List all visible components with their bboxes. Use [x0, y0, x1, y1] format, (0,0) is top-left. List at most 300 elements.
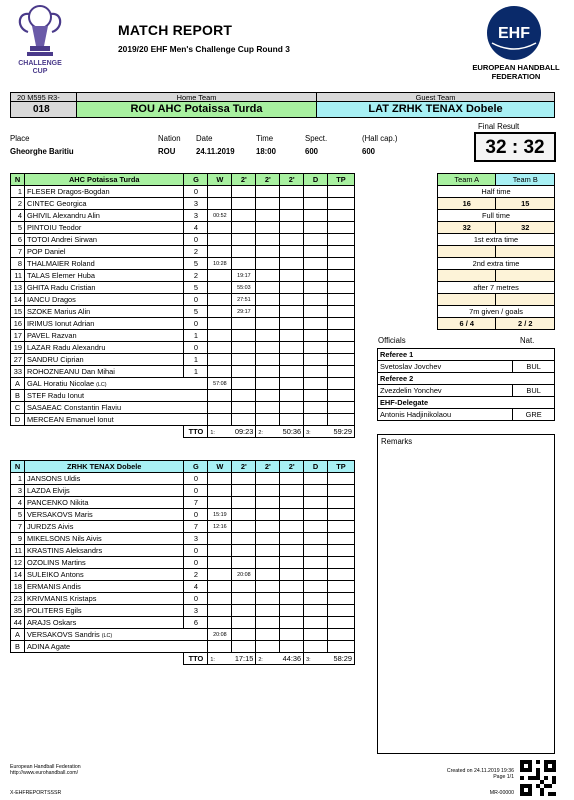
official-empty-cell: [280, 390, 304, 402]
tto-time: 50:36: [282, 427, 302, 436]
player-warning: [208, 581, 232, 593]
official-empty-cell: [280, 402, 304, 414]
player-row: [11, 509, 355, 521]
official-letter: A: [11, 378, 25, 390]
player-number: 4: [11, 497, 25, 509]
ehf-badge-icon: [478, 3, 550, 63]
home-team-name: ROU AHC Potaissa Turda: [77, 102, 317, 118]
official-name: SASAEAC Constantin Flaviu: [26, 403, 122, 412]
player-suspension-2: [256, 306, 280, 318]
player-name: SZOKE Marius Alin: [24, 306, 183, 318]
player-warning: [208, 545, 232, 557]
player-suspension-1: [232, 198, 256, 210]
final-result-label: Final Result: [478, 122, 520, 131]
player-warning: [208, 294, 232, 306]
full-time-label: Full time: [438, 210, 555, 222]
player-disqualification: [304, 533, 328, 545]
player-warning: [208, 605, 232, 617]
tto-1: [208, 653, 256, 665]
referee2-nat: BUL: [513, 385, 555, 397]
official-name: MERCEAN Emanuel Ionut: [26, 415, 114, 424]
player-suspension-2: [256, 485, 280, 497]
footer-left: [10, 764, 81, 777]
col-2min-3: 2': [280, 174, 304, 186]
tto-time: 17:15: [234, 654, 254, 663]
player-tp: [328, 246, 355, 258]
player-suspension-1: [232, 557, 256, 569]
svg-text:EHF: EHF: [498, 25, 530, 42]
player-warning: [208, 557, 232, 569]
player-warning: [208, 485, 232, 497]
player-suspension-1: [232, 366, 256, 378]
player-suspension-1: [232, 186, 256, 198]
official-empty-cell: [256, 378, 280, 390]
player-disqualification: [304, 246, 328, 258]
player-goals: 1: [184, 366, 208, 378]
player-suspension-1: [232, 342, 256, 354]
player-number: 2: [11, 198, 25, 210]
player-name: POP Daniel: [24, 246, 183, 258]
tto-index: 3:: [306, 657, 311, 663]
player-warning: [208, 186, 232, 198]
player-suspension-2: [256, 509, 280, 521]
team-b-label: Team B: [496, 174, 555, 186]
player-row: [11, 557, 355, 569]
player-warning: 00:52: [208, 210, 232, 222]
team-official-row: [11, 641, 355, 653]
place-value: Gheorghe Baritiu: [10, 147, 74, 156]
ehf-logo-line1: EUROPEAN HANDBALL: [472, 63, 560, 72]
tto-index: 1:: [210, 430, 215, 436]
col-d: D: [304, 174, 328, 186]
referee1-name: Svetoslav Jovchev: [378, 361, 513, 373]
player-suspension-1: [232, 521, 256, 533]
official-tag: (LC): [96, 382, 107, 388]
player-number: 44: [11, 617, 25, 629]
official-warning: [208, 402, 232, 414]
player-disqualification: [304, 258, 328, 270]
player-warning: 15:19: [208, 509, 232, 521]
player-suspension-3: [280, 533, 304, 545]
player-tp: [328, 605, 355, 617]
official-empty-cell: [256, 414, 280, 426]
tto-index: 2:: [258, 430, 263, 436]
player-tp: [328, 342, 355, 354]
tto-time: 59:29: [333, 427, 352, 436]
player-goals: 1: [184, 354, 208, 366]
player-row: [11, 222, 355, 234]
player-name: KRASTINS Aleksandrs: [24, 545, 183, 557]
player-disqualification: [304, 366, 328, 378]
player-goals: 5: [184, 306, 208, 318]
player-name: SULEIKO Antons: [24, 569, 183, 581]
player-disqualification: [304, 485, 328, 497]
player-suspension-1: [232, 617, 256, 629]
player-goals: 4: [184, 581, 208, 593]
player-suspension-3: [280, 521, 304, 533]
score-panel: [437, 173, 555, 330]
remarks-box: [377, 434, 555, 754]
guest-table-header: [11, 461, 355, 473]
player-suspension-3: [280, 294, 304, 306]
sevenm-label: 7m given / goals: [438, 306, 555, 318]
footer-report-id: X-EHFREPORTSSSR: [10, 790, 62, 796]
player-disqualification: [304, 342, 328, 354]
footer-right: [420, 768, 514, 781]
player-suspension-3: [280, 198, 304, 210]
player-suspension-2: [256, 234, 280, 246]
player-goals: 7: [184, 521, 208, 533]
player-suspension-3: [280, 605, 304, 617]
nation-label: Nation: [158, 134, 181, 143]
player-tp: [328, 473, 355, 485]
player-suspension-2: [256, 342, 280, 354]
player-suspension-1: [232, 509, 256, 521]
player-suspension-1: [232, 545, 256, 557]
after7-a: [438, 294, 496, 306]
official-empty-cell: [280, 378, 304, 390]
tto-time: 09:23: [234, 427, 254, 436]
player-number: 27: [11, 354, 25, 366]
official-empty-cell: [232, 414, 256, 426]
player-row: [11, 593, 355, 605]
player-goals: 5: [184, 282, 208, 294]
date-label: Date: [196, 134, 213, 143]
team-a-label: Team A: [438, 174, 496, 186]
player-suspension-3: [280, 545, 304, 557]
player-goals: 0: [184, 473, 208, 485]
player-row: [11, 581, 355, 593]
player-suspension-3: [280, 222, 304, 234]
half-time-label: Half time: [438, 186, 555, 198]
trophy-icon: [10, 2, 70, 58]
player-row: [11, 366, 355, 378]
player-suspension-2: [256, 258, 280, 270]
player-warning: [208, 533, 232, 545]
player-suspension-3: [280, 318, 304, 330]
player-warning: 10:28: [208, 258, 232, 270]
referee1-nat: BUL: [513, 361, 555, 373]
player-number: 1: [11, 186, 25, 198]
official-empty-cell: [304, 641, 328, 653]
player-goals: 0: [184, 186, 208, 198]
player-goals: 0: [184, 509, 208, 521]
after7-b: [496, 294, 555, 306]
officials-label: Officials: [378, 336, 406, 345]
col-d: D: [304, 461, 328, 473]
player-number: 14: [11, 294, 25, 306]
col-2min-2: 2': [256, 174, 280, 186]
player-tp: [328, 354, 355, 366]
col-n: N: [11, 174, 25, 186]
extra2-b: [496, 270, 555, 282]
player-warning: [208, 342, 232, 354]
guest-team-name: LAT ZRHK TENAX Dobele: [317, 102, 555, 118]
player-suspension-2: [256, 186, 280, 198]
player-warning: [208, 318, 232, 330]
player-goals: 2: [184, 246, 208, 258]
official-empty-cell: [256, 629, 280, 641]
official-name-cell: [24, 402, 207, 414]
team-official-row: [11, 390, 355, 402]
player-suspension-1: [232, 581, 256, 593]
player-name: JANSONS Uldis: [24, 473, 183, 485]
player-tp: [328, 294, 355, 306]
player-row: [11, 246, 355, 258]
hall-capacity-value: 600: [362, 147, 376, 156]
player-row: [11, 282, 355, 294]
place-label: Place: [10, 134, 30, 143]
player-suspension-2: [256, 282, 280, 294]
extra2-label: 2nd extra time: [438, 258, 555, 270]
player-tp: [328, 533, 355, 545]
full-time-a: 32: [438, 222, 496, 234]
player-disqualification: [304, 222, 328, 234]
ehf-logo-line2: FEDERATION: [491, 72, 541, 82]
player-suspension-2: [256, 366, 280, 378]
player-suspension-2: [256, 557, 280, 569]
player-warning: [208, 473, 232, 485]
player-name: GHIVIL Alexandru Alin: [24, 210, 183, 222]
player-suspension-3: [280, 557, 304, 569]
player-name: JURDZS Aivis: [24, 521, 183, 533]
player-row: [11, 485, 355, 497]
match-code: 20 M595 R3-: [10, 92, 77, 102]
player-suspension-3: [280, 342, 304, 354]
official-empty-cell: [328, 378, 355, 390]
final-score: 32 : 32: [474, 132, 556, 162]
player-goals: 2: [184, 270, 208, 282]
player-name: ROHOZNEANU Dan Mihai: [24, 366, 183, 378]
official-empty-cell: [256, 641, 280, 653]
player-tp: [328, 330, 355, 342]
player-row: [11, 617, 355, 629]
tto-row: [11, 653, 355, 665]
player-suspension-2: [256, 533, 280, 545]
full-time-b: 32: [496, 222, 555, 234]
player-disqualification: [304, 581, 328, 593]
player-disqualification: [304, 294, 328, 306]
player-number: 33: [11, 366, 25, 378]
official-name: STEF Radu Ionut: [26, 391, 85, 400]
official-name-cell: [24, 378, 207, 390]
player-suspension-3: [280, 593, 304, 605]
official-tag: (LC): [101, 633, 113, 639]
official-empty-cell: [232, 378, 256, 390]
player-tp: [328, 198, 355, 210]
ehf-logo-text: [470, 63, 562, 82]
footer-url[interactable]: http://www.eurohandball.com/: [10, 770, 79, 777]
player-disqualification: [304, 473, 328, 485]
player-tp: [328, 569, 355, 581]
player-suspension-1: [232, 485, 256, 497]
player-suspension-2: [256, 545, 280, 557]
player-row: [11, 521, 355, 533]
official-empty-cell: [256, 390, 280, 402]
footer-page: Page 1/1: [493, 774, 514, 781]
player-suspension-2: [256, 473, 280, 485]
player-suspension-3: [280, 234, 304, 246]
time-value: 18:00: [256, 147, 276, 156]
player-disqualification: [304, 569, 328, 581]
player-number: 19: [11, 342, 25, 354]
tto-3: [304, 653, 355, 665]
player-disqualification: [304, 557, 328, 569]
remarks-label: Remarks: [381, 437, 413, 446]
player-tp: [328, 270, 355, 282]
player-suspension-3: [280, 366, 304, 378]
player-number: 1: [11, 473, 25, 485]
player-warning: [208, 222, 232, 234]
tto-index: 3:: [306, 430, 311, 436]
player-tp: [328, 222, 355, 234]
player-suspension-2: [256, 497, 280, 509]
player-name: VERSAKOVS Maris: [24, 509, 183, 521]
player-number: 7: [11, 246, 25, 258]
official-empty-cell: [304, 629, 328, 641]
tto-1: [208, 426, 256, 438]
player-number: 5: [11, 509, 25, 521]
tto-label: TTO: [184, 426, 208, 438]
official-letter: A: [11, 629, 25, 641]
player-number: 18: [11, 581, 25, 593]
player-suspension-2: [256, 354, 280, 366]
player-suspension-3: [280, 497, 304, 509]
player-warning: [208, 270, 232, 282]
player-suspension-1: 20:08: [232, 569, 256, 581]
player-suspension-3: [280, 306, 304, 318]
official-name-cell: [24, 641, 207, 653]
player-warning: [208, 306, 232, 318]
player-suspension-1: [232, 497, 256, 509]
player-row: [11, 533, 355, 545]
player-suspension-2: [256, 330, 280, 342]
player-suspension-1: [232, 605, 256, 617]
player-suspension-3: [280, 330, 304, 342]
player-tp: [328, 258, 355, 270]
official-letter: D: [11, 414, 25, 426]
player-name: TOTOI Andrei Sirwan: [24, 234, 183, 246]
player-disqualification: [304, 234, 328, 246]
col-2min-1: 2': [232, 461, 256, 473]
nat-label: Nat.: [520, 336, 535, 345]
player-warning: [208, 198, 232, 210]
official-empty-cell: [304, 390, 328, 402]
home-table-header: [11, 174, 355, 186]
player-row: [11, 318, 355, 330]
delegate-label: EHF-Delegate: [378, 397, 555, 409]
player-number: 23: [11, 593, 25, 605]
team-official-row: [11, 629, 355, 641]
player-number: 9: [11, 533, 25, 545]
report-subtitle: 2019/20 EHF Men's Challenge Cup Round 3: [118, 44, 290, 54]
player-goals: 0: [184, 318, 208, 330]
player-number: 12: [11, 557, 25, 569]
player-tp: [328, 617, 355, 629]
hall-capacity-label: (Hall cap.): [362, 134, 398, 143]
footer-mr: MR-00000: [489, 790, 514, 796]
player-number: 16: [11, 318, 25, 330]
player-name: IANCU Dragos: [24, 294, 183, 306]
official-name: GAL Horatiu Nicolae: [26, 379, 95, 388]
player-suspension-3: [280, 509, 304, 521]
player-warning: [208, 282, 232, 294]
player-goals: 0: [184, 234, 208, 246]
player-tp: [328, 497, 355, 509]
guest-team-table: [10, 460, 355, 665]
player-tp: [328, 521, 355, 533]
player-name: PAVEL Razvan: [24, 330, 183, 342]
player-tp: [328, 509, 355, 521]
player-name: PINTOIU Teodor: [24, 222, 183, 234]
player-disqualification: [304, 306, 328, 318]
cc-logo-line1: CHALLENGE: [18, 60, 62, 67]
player-name: SANDRU Ciprian: [24, 354, 183, 366]
spectators-label: Spect.: [305, 134, 328, 143]
official-empty-cell: [328, 641, 355, 653]
player-name: GHITA Radu Cristian: [24, 282, 183, 294]
official-empty-cell: [328, 629, 355, 641]
official-name-cell: [24, 414, 207, 426]
player-number: 15: [11, 306, 25, 318]
official-letter: B: [11, 641, 25, 653]
official-empty-cell: [304, 402, 328, 414]
player-row: [11, 473, 355, 485]
officials-table: [377, 348, 555, 421]
player-row: [11, 234, 355, 246]
official-empty-cell: [304, 378, 328, 390]
player-disqualification: [304, 605, 328, 617]
player-number: 11: [11, 270, 25, 282]
tto-index: 2:: [258, 657, 263, 663]
player-warning: [208, 617, 232, 629]
player-suspension-1: [232, 533, 256, 545]
player-tp: [328, 210, 355, 222]
player-suspension-3: [280, 258, 304, 270]
col-tp: TP: [328, 174, 355, 186]
player-suspension-3: [280, 473, 304, 485]
nation-value: ROU: [158, 147, 176, 156]
player-name: POLITERS Egils: [24, 605, 183, 617]
time-label: Time: [256, 134, 274, 143]
player-suspension-1: [232, 210, 256, 222]
ehf-logo: [478, 3, 550, 63]
referee2-label: Referee 2: [378, 373, 555, 385]
player-number: 35: [11, 605, 25, 617]
player-suspension-2: [256, 581, 280, 593]
player-goals: 0: [184, 593, 208, 605]
player-row: [11, 605, 355, 617]
player-row: [11, 330, 355, 342]
player-number: 8: [11, 258, 25, 270]
tto-2: [256, 426, 304, 438]
player-row: [11, 210, 355, 222]
official-empty-cell: [232, 641, 256, 653]
col-2min-1: 2': [232, 174, 256, 186]
half-time-b: 15: [496, 198, 555, 210]
official-empty-cell: [232, 390, 256, 402]
player-row: [11, 569, 355, 581]
player-row: [11, 198, 355, 210]
referee2-name: Zvezdelin Yonchev: [378, 385, 513, 397]
player-goals: 3: [184, 198, 208, 210]
col-2min-3: 2': [280, 461, 304, 473]
guest-team-label: Guest Team: [317, 92, 555, 102]
footer-org: European Handball Federation: [10, 764, 81, 770]
player-suspension-1: 29:17: [232, 306, 256, 318]
official-name: ADINA Agate: [26, 642, 71, 651]
delegate-name: Antonis Hadjinikolaou: [378, 409, 513, 421]
